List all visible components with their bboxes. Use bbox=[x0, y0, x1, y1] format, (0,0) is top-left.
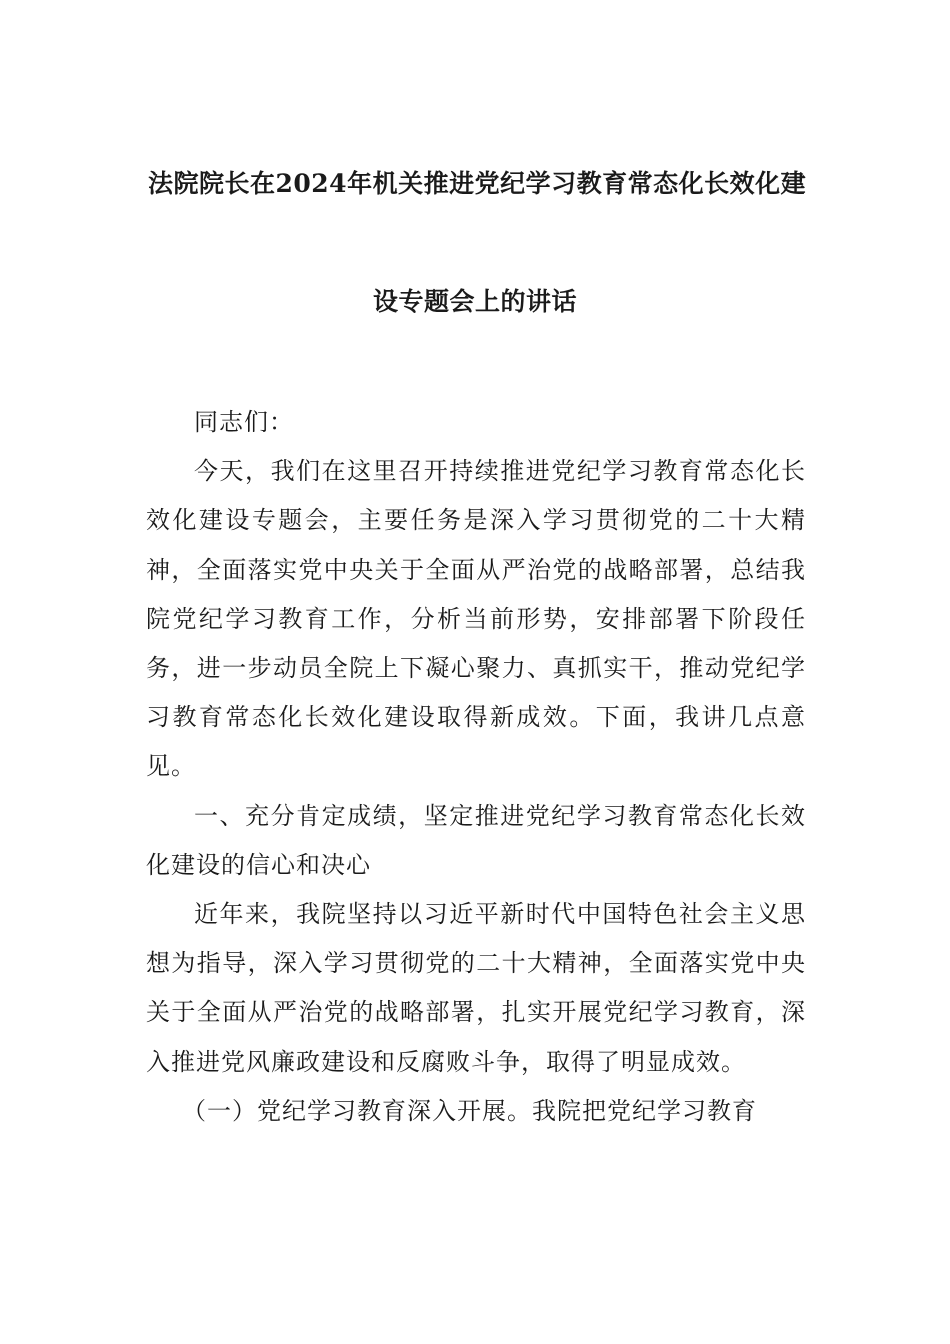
subsection-heading-1: （一）党纪学习教育深入开展。我院把党纪学习教育 bbox=[182, 1096, 757, 1125]
document-title-line-2: 设专题会上的讲话 bbox=[372, 287, 577, 316]
document-title-line-1: 法院院长在2024年机关推进党纪学习教育常态化长效化建 bbox=[148, 169, 807, 198]
section-heading-1: 一、充分肯定成绩，坚定推进党纪学习教育常态化长效化建设的信心和决心 bbox=[146, 801, 806, 879]
paragraph-opening: 今天，我们在这里召开持续推进党纪学习教育常态化长效化建设专题会，主要任务是深入学习贯彻党的二十大精神，全面落实党中央关于全面从严治党的战略部署，总结我院党纪学习教育工作，分析当前形势，安排部署下阶段任务，进一步动员全院上下凝心聚力、真抓实干，推动党纪学习教育常态化长效化建设取得新成效。下面，我讲几点意见。 bbox=[146, 457, 806, 781]
document-body bbox=[146, 398, 806, 1136]
salutation: 同志们： bbox=[194, 408, 294, 436]
paragraph-achievements: 近年来，我院坚持以习近平新时代中国特色社会主义思想为指导，深入学习贯彻党的二十大精神，全面落实党中央关于全面从严治党的战略部署，扎实开展党纪学习教育，深入推进党风廉政建设和反腐败斗争，取得了明显成效。 bbox=[146, 900, 806, 1076]
